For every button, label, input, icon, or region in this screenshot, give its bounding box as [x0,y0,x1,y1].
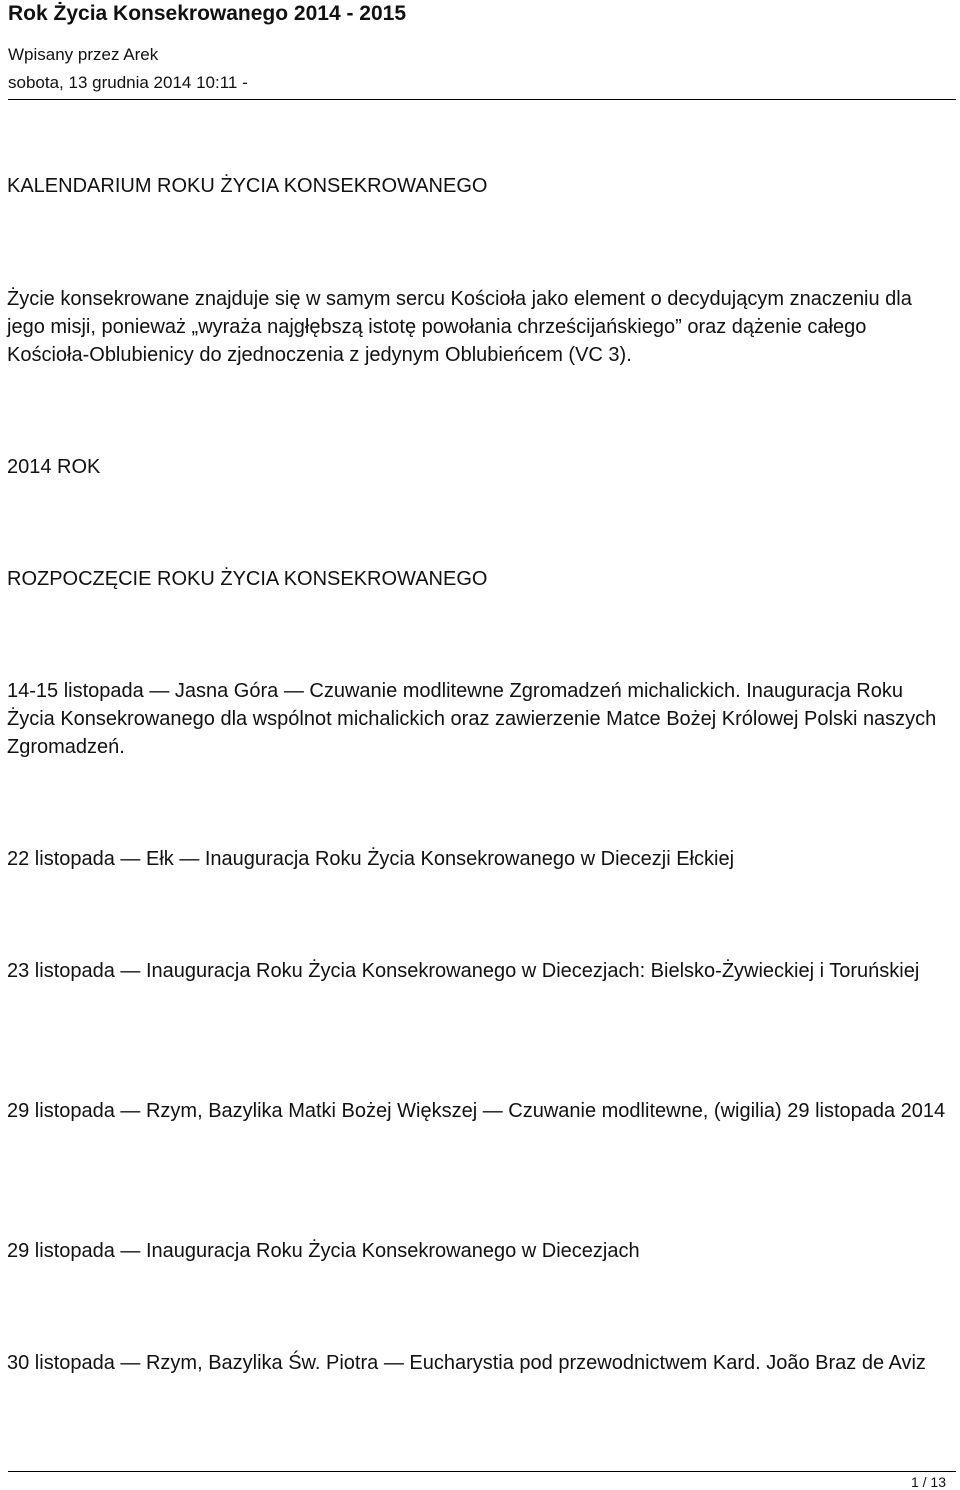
intro-paragraph: Życie konsekrowane znajduje się w samym sercu Kościoła jako element o decydującym znaczeniu dla jego misji, ponieważ „wyraża najgłębszą istotę powołania chrześcijańskiego” oraz dążenie całego Kościoła-Oblubienicy do zjednoczenia z jedynym Oblubieńcem (VC 3). [7,288,912,366]
footer-divider [8,1471,956,1472]
event-item: 14-15 listopada — Jasna Góra — Czuwanie modlitewne Zgromadzeń michalickich. Inauguracja Roku Życia Konsekrowanego dla wspólnot michalickich oraz zawierzenie Matce Bożej Królowej Polski naszych Zgromadzeń. [7,680,937,758]
event-item: 29 listopada — Rzym, Bazylika Matki Bożej Większej — Czuwanie modlitewne, (wigilia) 29 listopada 2014 [7,1100,946,1122]
page-title: Rok Życia Konsekrowanego 2014 - 2015 [8,2,407,25]
section-heading: ROZPOCZĘCIE ROKU ŻYCIA KONSEKROWANEGO [7,568,488,590]
event-item: 23 listopada — Inauguracja Roku Życia Konsekrowanego w Diecezjach: Bielsko-Żywieckiej i Toruńskiej [7,960,920,982]
author-line: Wpisany przez Arek [8,45,159,64]
event-item: 29 listopada — Inauguracja Roku Życia Konsekrowanego w Diecezjach [7,1240,640,1262]
event-item: 30 listopada — Rzym, Bazylika Św. Piotra — Eucharystia pod przewodnictwem Kard. João Braz de Aviz [7,1352,926,1374]
header-divider [8,99,956,100]
calendar-heading: KALENDARIUM ROKU ŻYCIA KONSEKROWANEGO [7,175,488,197]
date-line: sobota, 13 grudnia 2014 10:11 - [8,73,248,92]
event-item: 22 listopada — Ełk — Inauguracja Roku Życia Konsekrowanego w Diecezji Ełckiej [7,848,735,870]
page-number: 1 / 13 [910,1474,946,1490]
year-heading: 2014 ROK [7,456,101,478]
